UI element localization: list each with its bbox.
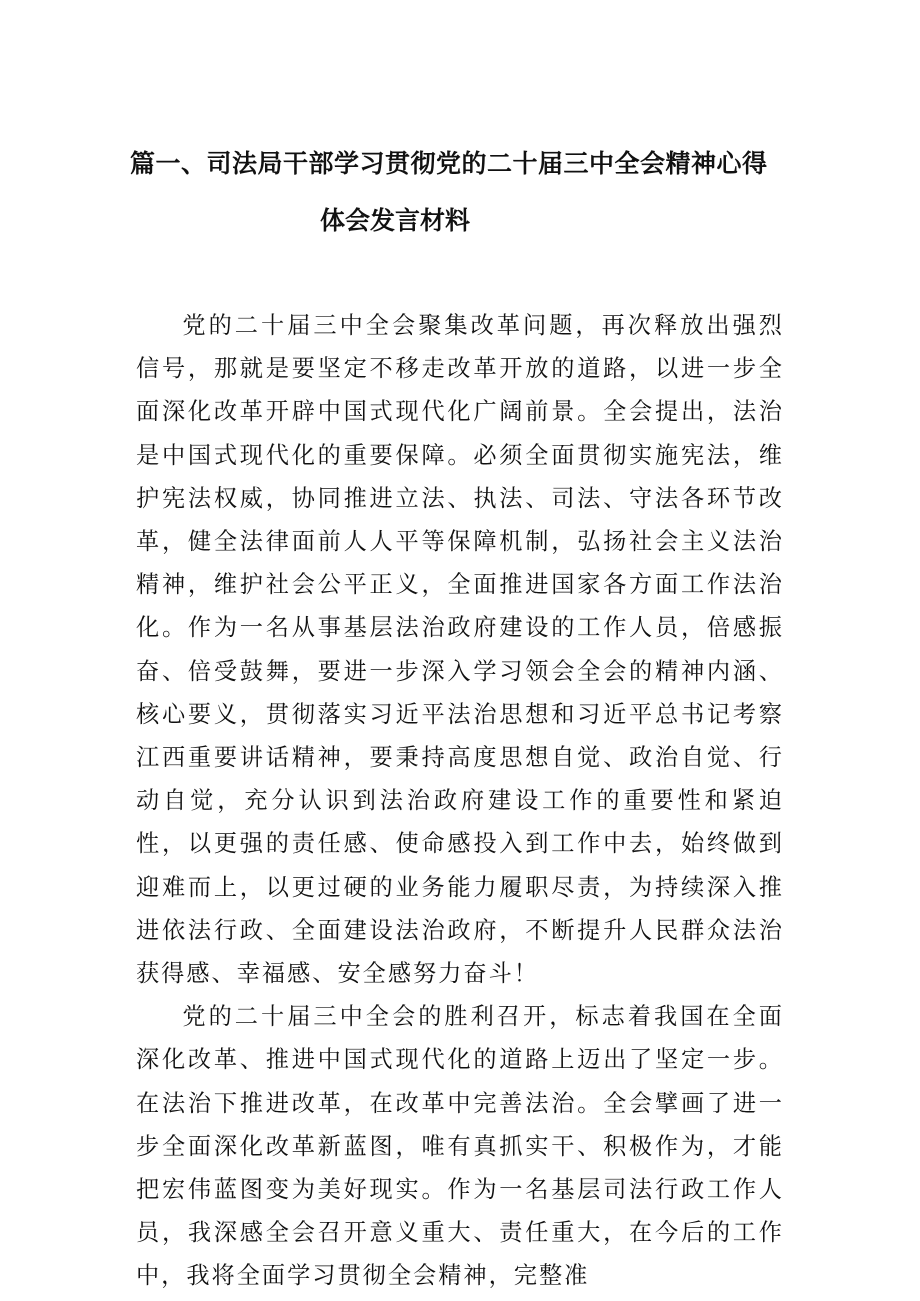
document-title-line1: 篇一、司法局干部学习贯彻党的二十届三中全会精神心得 bbox=[130, 149, 768, 178]
paragraph-1: 党的二十届三中全会聚集改革问题，再次释放出强烈信号，那就是要坚定不移走改革开放的道路，以进一步全面深化改革开辟中国式现代化广阔前景。全会提出，法治是中国式现代化的重要保障。必须全面贯彻实施宪法，维护宪法权威，协同推进立法、执法、司法、守法各环节改革，健全法律面前人人平等保障机制，弘扬社会主义法治精神，维护社会公平正义，全面推进国家各方面工作法治化。作为一名从事基层法治政府建设的工作人员，倍感振奋、倍受鼓舞，要进一步深入学习领会全会的精神内涵、核心要义，贯彻落实习近平法治思想和习近平总书记考察江西重要讲话精神，要秉持高度思想自觉、政治自觉、行动自觉，充分认识到法治政府建设工作的重要性和紧迫性，以更强的责任感、使命感投入到工作中去，始终做到迎难而上，以更过硬的业务能力履职尽责，为持续深入推进依法行政、全面建设法治政府，不断提升人民群众法治获得感、幸福感、安全感努力奋斗！ bbox=[136, 312, 784, 988]
paragraph-2: 党的二十届三中全会的胜利召开，标志着我国在全面深化改革、推进中国式现代化的道路上迈出了坚定一步。在法治下推进改革，在改革中完善法治。全会擘画了进一步全面深化改革新蓝图，唯有真抓实干、积极作为，才能把宏伟蓝图变为美好现实。作为一名基层司法行政工作人员，我深感全会召开意义重大、责任重大，在今后的工作中，我将全面学习贯彻全会精神，完整准 bbox=[136, 1003, 784, 1290]
document-body bbox=[136, 304, 784, 1298]
document-title-line2: 体会发言材料 bbox=[319, 206, 470, 235]
